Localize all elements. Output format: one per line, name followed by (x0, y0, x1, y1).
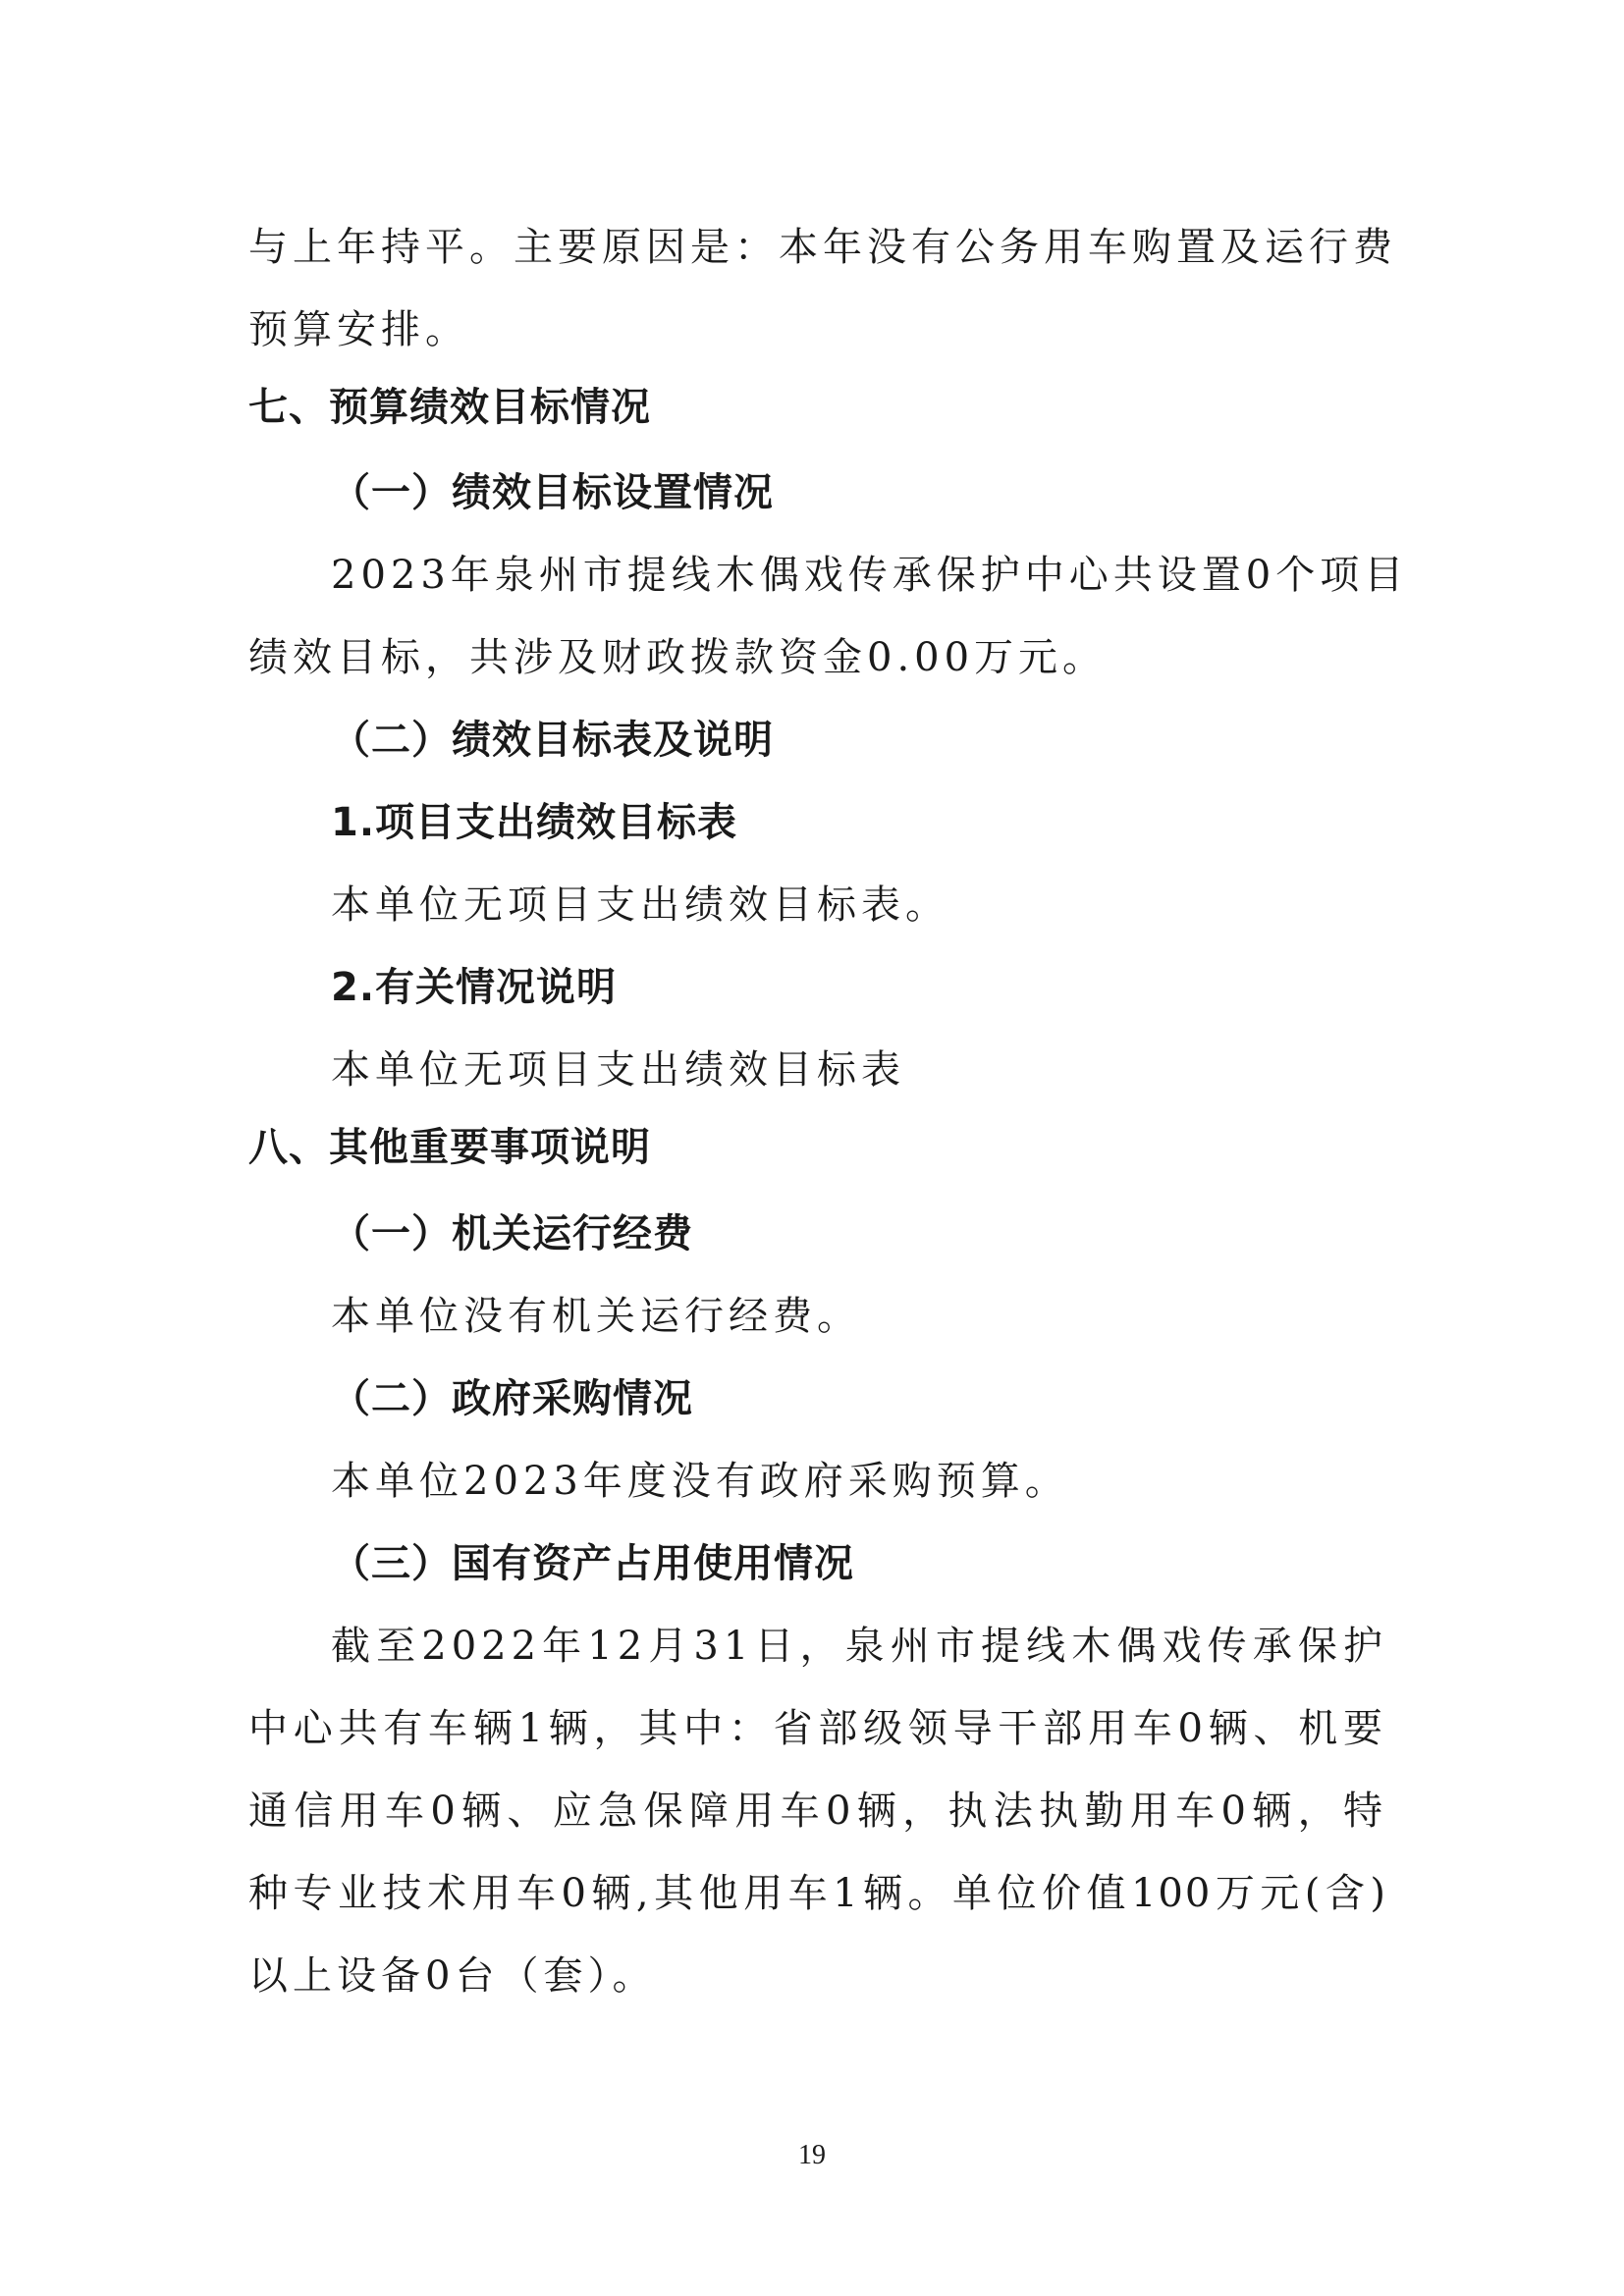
body-text-line: 与上年持平。主要原因是：本年没有公务用车购置及运行费 (248, 225, 1397, 270)
subsection-heading: （三）国有资产占用使用情况 (331, 1541, 854, 1586)
body-text-line: 本单位无项目支出绩效目标表 (331, 1047, 905, 1093)
body-text-line: 绩效目标，共涉及财政拨款资金0.00万元。 (248, 635, 1108, 680)
body-text-line: 本单位无项目支出绩效目标表。 (331, 882, 949, 928)
body-text-line: 中心共有车辆1辆，其中：省部级领导干部用车0辆、机要 (248, 1706, 1387, 1751)
subsection-heading: （一）机关运行经费 (331, 1211, 693, 1256)
body-text-line: 以上设备0台（套）。 (248, 1953, 657, 1999)
subsection-heading: （二）政府采购情况 (331, 1376, 693, 1421)
body-text-line: 本单位没有机关运行经费。 (331, 1294, 861, 1339)
body-text-line: 截至2022年12月31日，泉州市提线木偶戏传承保护 (331, 1624, 1387, 1669)
page-number: 19 (798, 2140, 826, 2170)
section-heading-7: 七、预算绩效目标情况 (248, 385, 651, 430)
body-text-line: 通信用车0辆、应急保障用车0辆，执法执勤用车0辆，特 (248, 1789, 1387, 1834)
body-text-line: 本单位2023年度没有政府采购预算。 (331, 1459, 1069, 1504)
item-heading: 1.项目支出绩效目标表 (331, 800, 738, 845)
subsection-heading: （二）绩效目标表及说明 (331, 718, 774, 763)
body-text-line: 2023年泉州市提线木偶戏传承保护中心共设置0个项目 (331, 553, 1409, 598)
item-heading: 2.有关情况说明 (331, 965, 618, 1010)
subsection-heading: （一）绩效目标设置情况 (331, 470, 774, 515)
body-text-line: 预算安排。 (248, 307, 469, 352)
body-text-line: 种专业技术用车0辆,其他用车1辆。单位价值100万元(含) (248, 1871, 1387, 1916)
section-heading-8: 八、其他重要事项说明 (248, 1125, 651, 1170)
